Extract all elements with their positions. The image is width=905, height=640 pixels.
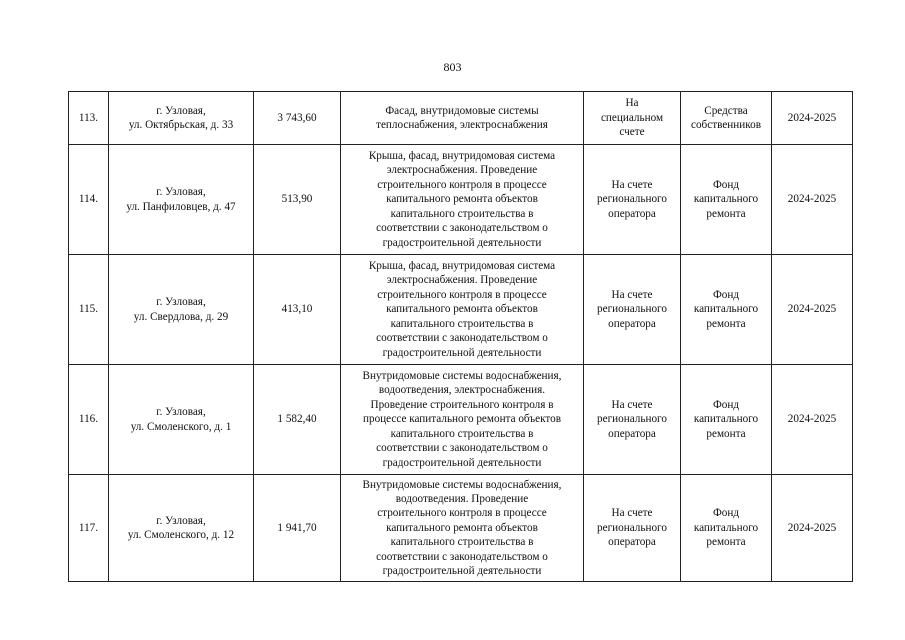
funding-source-line: ремонта: [706, 207, 746, 220]
works-cell: [341, 92, 584, 145]
row-number-cell: [69, 92, 109, 145]
cost-cell: [254, 145, 341, 255]
cost-value: 1 582,40: [277, 413, 317, 426]
cost-value: 3 743,60: [277, 111, 317, 124]
works-line: градостроительной деятельности: [382, 236, 542, 249]
works-line: капитального строительства в: [390, 207, 534, 220]
address-cell: [109, 475, 254, 582]
row-number-cell: [69, 255, 109, 365]
funding-source-line: собственников: [691, 119, 761, 131]
works-line: строительного контроля в процессе: [377, 288, 547, 301]
period-value: 2024-2025: [787, 521, 837, 534]
address-cell: [109, 145, 254, 255]
account-line: На счете: [611, 398, 653, 411]
works-line: строительного контроля в процессе: [377, 178, 547, 191]
works-line: соответствии с законодательством о: [376, 442, 548, 455]
funding-source-cell: [681, 255, 772, 365]
period-value: 2024-2025: [787, 413, 837, 426]
works-cell: [341, 255, 584, 365]
period-value: 2024-2025: [787, 193, 837, 206]
works-cell: [341, 475, 584, 582]
row-number-value: 113.: [78, 111, 99, 124]
works-line: капитального ремонта объектов: [386, 521, 538, 534]
works-line: капитального ремонта объектов: [386, 303, 538, 316]
account-line: оператора: [608, 317, 656, 330]
funding-source-cell: [681, 475, 772, 582]
row-number-value: 116.: [78, 413, 99, 426]
period-cell: [772, 365, 853, 475]
table-body: [69, 92, 853, 582]
table-row: [69, 92, 853, 145]
account-cell: [584, 255, 681, 365]
funding-source-line: Фонд: [712, 507, 740, 520]
funding-source-line: ремонта: [706, 317, 746, 330]
cost-cell: [254, 475, 341, 582]
account-line: На счете: [611, 288, 653, 301]
table-row: [69, 255, 853, 365]
works-line: Крыша, фасад, внутридомовая система: [368, 260, 556, 273]
address-cell: [109, 365, 254, 475]
cost-cell: [254, 92, 341, 145]
account-line: регионального: [597, 303, 667, 316]
account-line: оператора: [608, 207, 656, 220]
account-line: регионального: [597, 193, 667, 206]
cost-cell: [254, 255, 341, 365]
works-line: Проведение строительного контроля в: [370, 398, 554, 411]
row-number-cell: [69, 145, 109, 255]
cost-cell: [254, 365, 341, 475]
works-line: теплоснабжения, электроснабжения: [376, 119, 548, 131]
works-line: соответствии с законодательством о: [376, 550, 548, 563]
row-number-value: 114.: [78, 193, 99, 206]
page-number: 803: [443, 60, 462, 74]
works-line: градостроительной деятельности: [382, 456, 542, 469]
address-cell: [109, 255, 254, 365]
repair-table: [68, 91, 853, 582]
account-line: оператора: [608, 536, 656, 549]
works-line: процессе капитального ремонта объектов: [362, 413, 562, 426]
works-cell: [341, 145, 584, 255]
account-line: На: [625, 97, 639, 110]
row-number-cell: [69, 475, 109, 582]
account-cell: [584, 92, 681, 145]
account-cell: [584, 475, 681, 582]
funding-source-line: капитального: [693, 413, 759, 426]
cost-value: 413,10: [281, 303, 313, 316]
table-row: [69, 365, 853, 475]
account-line: специальном: [600, 111, 664, 124]
works-line: градостроительной деятельности: [382, 565, 542, 578]
address-line: г. Узловая,: [156, 186, 206, 199]
account-line: регионального: [597, 413, 667, 426]
works-line: водоотведения. Проведение: [395, 492, 529, 505]
works-line: Крыша, фасад, внутридомовая система: [368, 150, 556, 163]
row-number-cell: [69, 365, 109, 475]
funding-source-cell: [681, 145, 772, 255]
works-line: Внутридомовые системы водоснабжения,: [362, 370, 562, 383]
address-line: г. Узловая,: [156, 514, 206, 527]
works-line: Внутридомовые системы водоснабжения,: [362, 478, 562, 491]
funding-source-line: капитального: [693, 521, 759, 534]
cost-value: 1 941,70: [277, 521, 317, 534]
funding-source-cell: [681, 365, 772, 475]
period-cell: [772, 145, 853, 255]
account-line: На счете: [611, 178, 653, 191]
funding-source-line: Фонд: [712, 178, 740, 191]
address-line: г. Узловая,: [156, 406, 206, 419]
works-line: Фасад, внутридомовые системы: [385, 104, 539, 117]
row-number-value: 115.: [78, 303, 99, 316]
period-cell: [772, 475, 853, 582]
works-line: капитального строительства в: [390, 317, 534, 330]
address-line: г. Узловая,: [156, 296, 206, 309]
account-cell: [584, 145, 681, 255]
address-cell: [109, 92, 254, 145]
funding-source-line: капитального: [693, 193, 759, 206]
works-line: капитального строительства в: [390, 427, 534, 440]
account-line: оператора: [608, 427, 656, 440]
account-line: регионального: [597, 521, 667, 534]
address-line: г. Узловая,: [156, 104, 206, 117]
works-line: капитального ремонта объектов: [386, 193, 538, 206]
cost-value: 513,90: [281, 193, 313, 206]
address-line: ул. Панфиловцев, д. 47: [126, 200, 236, 213]
period-cell: [772, 92, 853, 145]
period-value: 2024-2025: [787, 111, 837, 124]
funding-source-cell: [681, 92, 772, 145]
works-line: электроснабжения. Проведение: [386, 274, 538, 287]
address-line: ул. Смоленского, д. 12: [127, 529, 235, 541]
funding-source-line: ремонта: [706, 427, 746, 440]
works-line: строительного контроля в процессе: [377, 507, 547, 520]
account-line: счете: [619, 126, 645, 139]
row-number-value: 117.: [78, 521, 99, 534]
table-row: [69, 475, 853, 582]
table-row: [69, 145, 853, 255]
works-line: соответствии с законодательством о: [376, 222, 548, 235]
period-value: 2024-2025: [787, 303, 837, 316]
works-line: градостроительной деятельности: [382, 346, 542, 359]
works-line: капитального строительства в: [390, 536, 534, 549]
funding-source-line: Фонд: [712, 288, 740, 301]
works-line: соответствии с законодательством о: [376, 332, 548, 345]
account-line: На счете: [611, 507, 653, 520]
works-line: водоотведения, электроснабжения.: [378, 384, 546, 397]
funding-source-line: капитального: [693, 303, 759, 316]
funding-source-line: ремонта: [706, 536, 746, 549]
funding-source-line: Средства: [704, 104, 748, 117]
works-cell: [341, 365, 584, 475]
address-line: ул. Смоленского, д. 1: [130, 420, 232, 433]
account-cell: [584, 365, 681, 475]
period-cell: [772, 255, 853, 365]
address-line: ул. Свердлова, д. 29: [133, 310, 229, 323]
funding-source-line: Фонд: [712, 398, 740, 411]
address-line: ул. Октябрьская, д. 33: [128, 119, 234, 131]
works-line: электроснабжения. Проведение: [386, 164, 538, 177]
